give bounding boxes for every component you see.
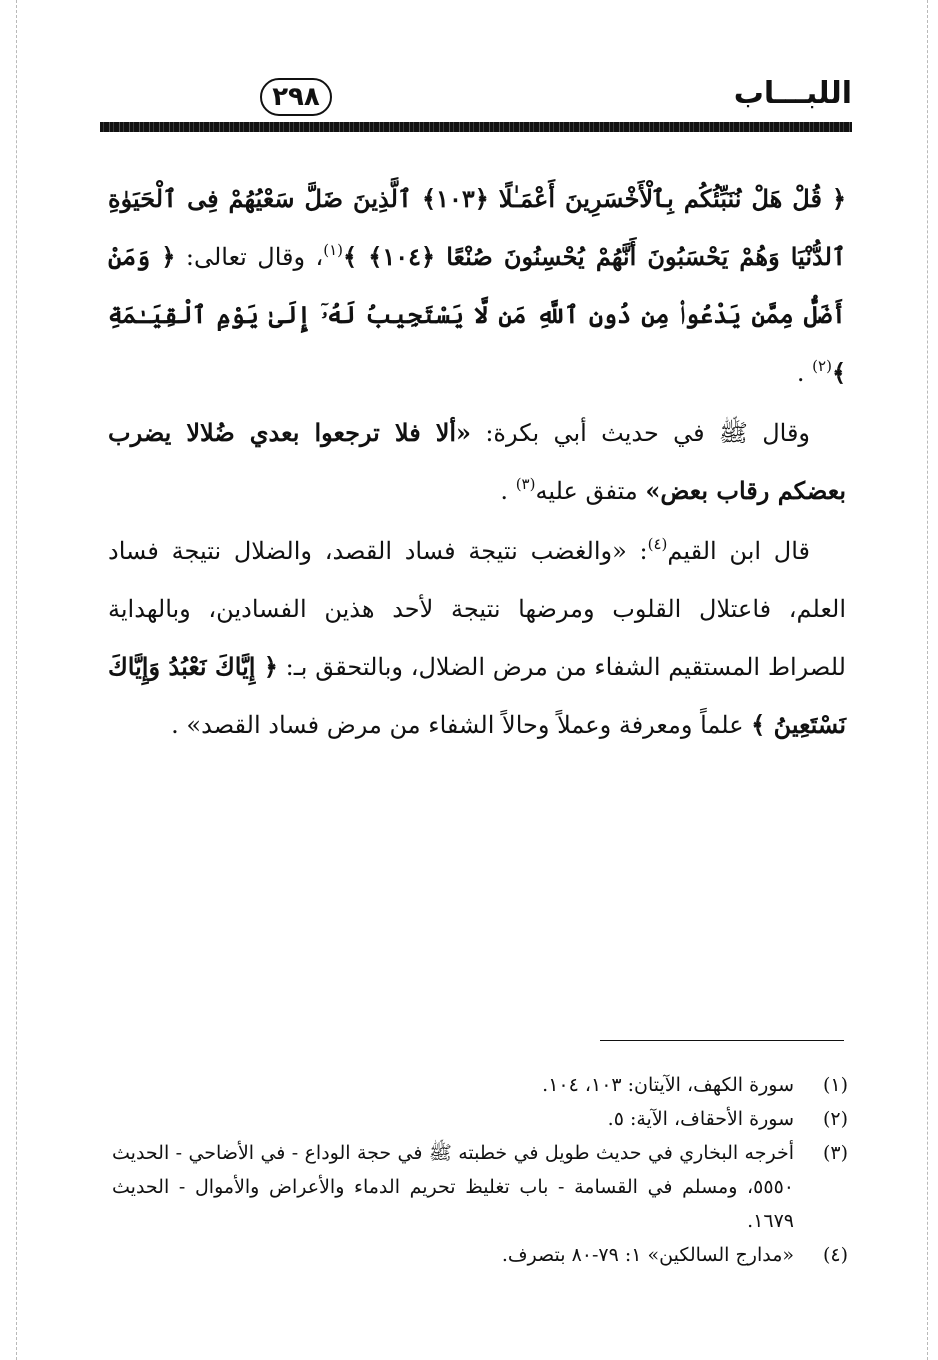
footnote-text: «مدارج السالكين» ١: ٧٩-٨٠ بتصرف. bbox=[501, 1244, 794, 1266]
footnote-separator bbox=[600, 1040, 844, 1041]
paragraph-2-end: . bbox=[500, 477, 516, 505]
footnote-text: أخرجه البخاري في حديث طويل في خطبته ﷺ في حجة الوداع - في الأضاحي - الحديث ٥٥٥٠، ومسلم في القسامة - باب تغليظ تحريم الدماء والأعراض والأموال - الحديث ١٦٧٩. bbox=[112, 1142, 794, 1232]
footnote-4 bbox=[112, 1238, 848, 1272]
quran-verse-1: ﴿ قُلْ هَلْ نُنَبِّئُكُم بِٱلْأَخْسَرِينَ أَعْمَـٰلًا ﴿١٠٣﴾ ٱلَّذِينَ ضَلَّ سَعْيُهُمْ فِى ٱلْحَيَوٰةِ ٱلدُّنْيَا وَهُمْ يَحْسَبُونَ أَنَّهُمْ يُحْسِنُونَ صُنْعًا ﴿١٠٤﴾ ﴾ bbox=[108, 184, 847, 271]
footnote-ref-3[interactable]: (٣) bbox=[515, 475, 536, 493]
footnote-1 bbox=[112, 1068, 848, 1102]
paragraph-2 bbox=[108, 404, 846, 520]
footnote-ref-4[interactable]: (٤) bbox=[647, 535, 668, 553]
footnote-marker: (٢) bbox=[822, 1108, 848, 1130]
paragraph-3 bbox=[108, 522, 846, 754]
footnote-marker: (٤) bbox=[822, 1244, 848, 1266]
quote-intro: قال ابن القيم bbox=[667, 537, 810, 565]
paragraph-1 bbox=[108, 170, 846, 402]
scan-edge-right bbox=[927, 0, 928, 1360]
footnote-ref-2[interactable]: (٢) bbox=[812, 357, 832, 375]
footnote-2 bbox=[112, 1102, 848, 1136]
page-number: ٢٩٨ bbox=[260, 78, 332, 116]
paragraph-1-end: . bbox=[796, 359, 813, 387]
quote-text: : «والغضب نتيجة فساد القصد، والضلال نتيجة فساد العلم، فاعتلال القلوب ومرضها نتيجة لأحد هذين الفسادين، وبالهداية للصراط المستقيم الشفاء من مرض الضلال، وبالتحقق بـ: bbox=[108, 537, 846, 681]
footnote-3 bbox=[112, 1136, 848, 1238]
main-text bbox=[108, 170, 846, 756]
footnote-text: سورة الكهف، الآيتان: ١٠٣، ١٠٤. bbox=[542, 1074, 794, 1096]
scan-edge-left bbox=[16, 0, 17, 1360]
footnote-ref-1[interactable]: (١) bbox=[323, 241, 344, 259]
hadith-intro: وقال ﷺ في حديث أبي بكرة: bbox=[471, 419, 810, 447]
footnote-marker: (١) bbox=[822, 1074, 848, 1096]
connector-text: ، وقال تعالى: bbox=[175, 243, 324, 271]
quran-verse-2: ﴿ وَمَنْ أَضَلُّ مِمَّن يَدْعُوا۟ مِن دُونِ ٱللَّهِ مَن لَّا يَسْتَجِيبُ لَهُۥٓ إِلَىٰ يَوْمِ ٱلْقِيَـٰمَةِ ﴾ bbox=[108, 242, 846, 387]
running-title: اللبـــاب bbox=[733, 76, 852, 111]
footnote-marker: (٣) bbox=[822, 1142, 848, 1164]
quran-verse-3: ﴿ إِيَّاكَ نَعْبُدُ وَإِيَّاكَ نَسْتَعِينُ ﴾ bbox=[108, 652, 846, 739]
hadith-text: «ألا فلا ترجعوا بعدي ضُلالا يضرب بعضكم رقاب بعض» bbox=[108, 418, 846, 505]
page-header bbox=[100, 74, 852, 128]
quote-end: علماً ومعرفة وعملاً وحالاً الشفاء من مرض فساد القصد» . bbox=[171, 711, 752, 739]
footnotes bbox=[112, 1068, 848, 1272]
header-rule bbox=[100, 122, 852, 132]
hadith-source: متفق عليه bbox=[535, 477, 646, 505]
footnote-text: سورة الأحقاف، الآية: ٥. bbox=[607, 1108, 794, 1130]
